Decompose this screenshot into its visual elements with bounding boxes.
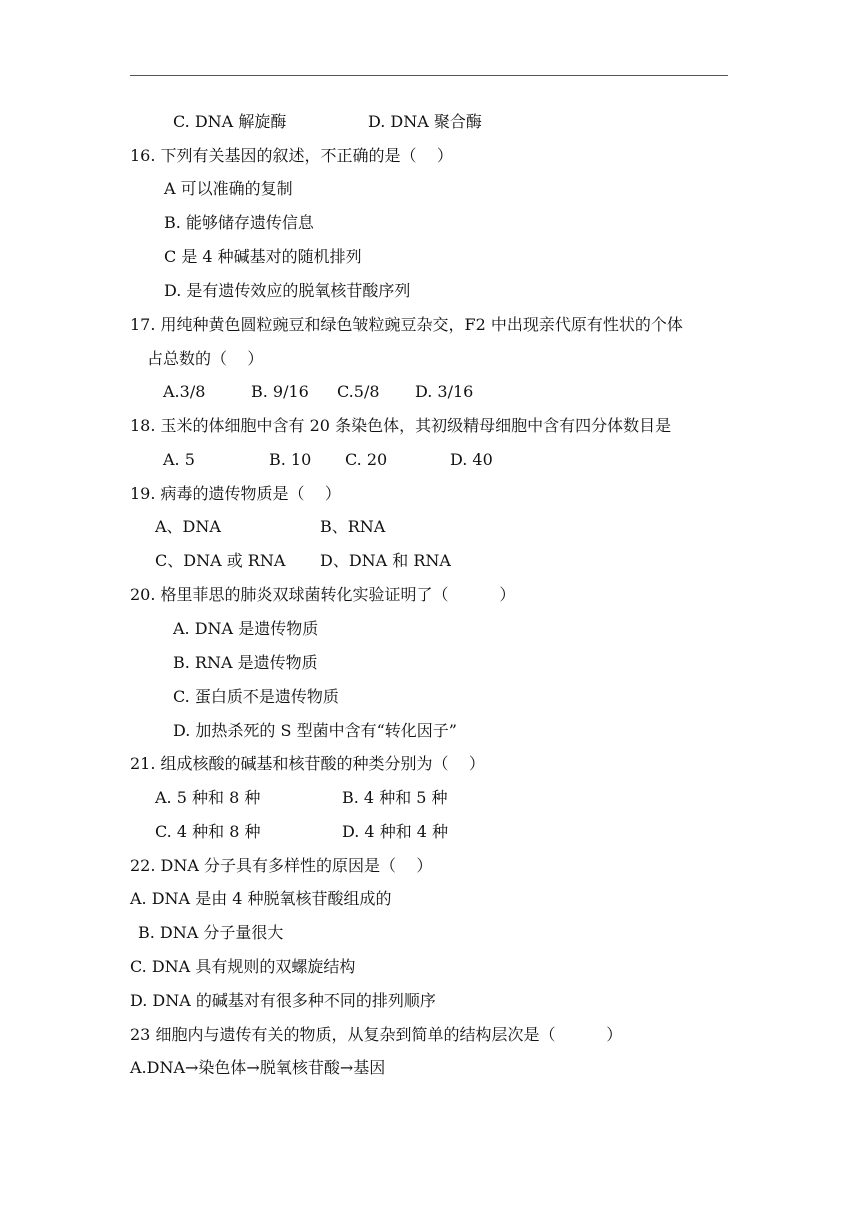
text-line: D. 加热杀死的 S 型菌中含有“转化因子” <box>173 721 457 740</box>
text-line: D. 4 种和 4 种 <box>342 822 449 841</box>
text-line: A、DNA <box>155 517 221 536</box>
text-line: C、DNA 或 RNA <box>155 551 286 570</box>
text-line: D. 是有遗传效应的脱氧核苷酸序列 <box>164 281 411 300</box>
text-line: D. DNA 聚合酶 <box>368 112 482 131</box>
text-line: 19. 病毒的遗传物质是（ ） <box>130 484 341 503</box>
header-rule <box>130 75 728 76</box>
text-line: A 可以准确的复制 <box>164 179 293 198</box>
text-line: 21. 组成核酸的碱基和核苷酸的种类分别为（ ） <box>130 754 485 773</box>
text-line: 20. 格里菲思的肺炎双球菌转化实验证明了（ ） <box>130 585 516 604</box>
text-line: C.5/8 <box>337 382 380 401</box>
text-line: 17. 用纯种黄色圆粒豌豆和绿色皱粒豌豆杂交，F2 中出现亲代原有性状的个体 <box>130 315 683 334</box>
text-line: D. DNA 的碱基对有很多种不同的排列顺序 <box>130 991 436 1010</box>
text-line: D、DNA 和 RNA <box>320 551 451 570</box>
text-line: B、RNA <box>320 517 386 536</box>
text-line: A. 5 <box>163 450 195 469</box>
text-line: 23 细胞内与遗传有关的物质，从复杂到简单的结构层次是（ ） <box>130 1025 623 1044</box>
text-line: 18. 玉米的体细胞中含有 20 条染色体，其初级精母细胞中含有四分体数目是 <box>130 416 672 435</box>
text-line: C. 4 种和 8 种 <box>155 822 261 841</box>
text-line: C. 20 <box>345 450 388 469</box>
text-line: C 是 4 种碱基对的随机排列 <box>164 247 362 266</box>
text-line: B. 4 种和 5 种 <box>342 788 448 807</box>
text-line: D. 40 <box>450 450 493 469</box>
text-line: A.DNA→染色体→脱氧核苷酸→基因 <box>130 1058 386 1077</box>
text-line: B. 能够储存遗传信息 <box>164 213 314 232</box>
text-line: D. 3/16 <box>415 382 474 401</box>
text-line: C. DNA 解旋酶 <box>173 112 287 131</box>
text-line: B. RNA 是遗传物质 <box>173 653 318 672</box>
text-line: A. DNA 是遗传物质 <box>173 619 319 638</box>
text-line: A. 5 种和 8 种 <box>155 788 261 807</box>
text-line: C. DNA 具有规则的双螺旋结构 <box>130 957 356 976</box>
text-line: B. 9/16 <box>251 382 309 401</box>
text-line: B. 10 <box>269 450 312 469</box>
text-line: A.3/8 <box>163 382 206 401</box>
text-line: B. DNA 分子量很大 <box>138 923 284 942</box>
text-line: A. DNA 是由 4 种脱氧核苷酸组成的 <box>130 889 392 908</box>
text-line: 16. 下列有关基因的叙述，不正确的是（ ） <box>130 146 453 165</box>
text-line: 占总数的（ ） <box>147 349 264 368</box>
text-line: 22. DNA 分子具有多样性的原因是（ ） <box>130 856 433 875</box>
text-line: C. 蛋白质不是遗传物质 <box>173 687 339 706</box>
